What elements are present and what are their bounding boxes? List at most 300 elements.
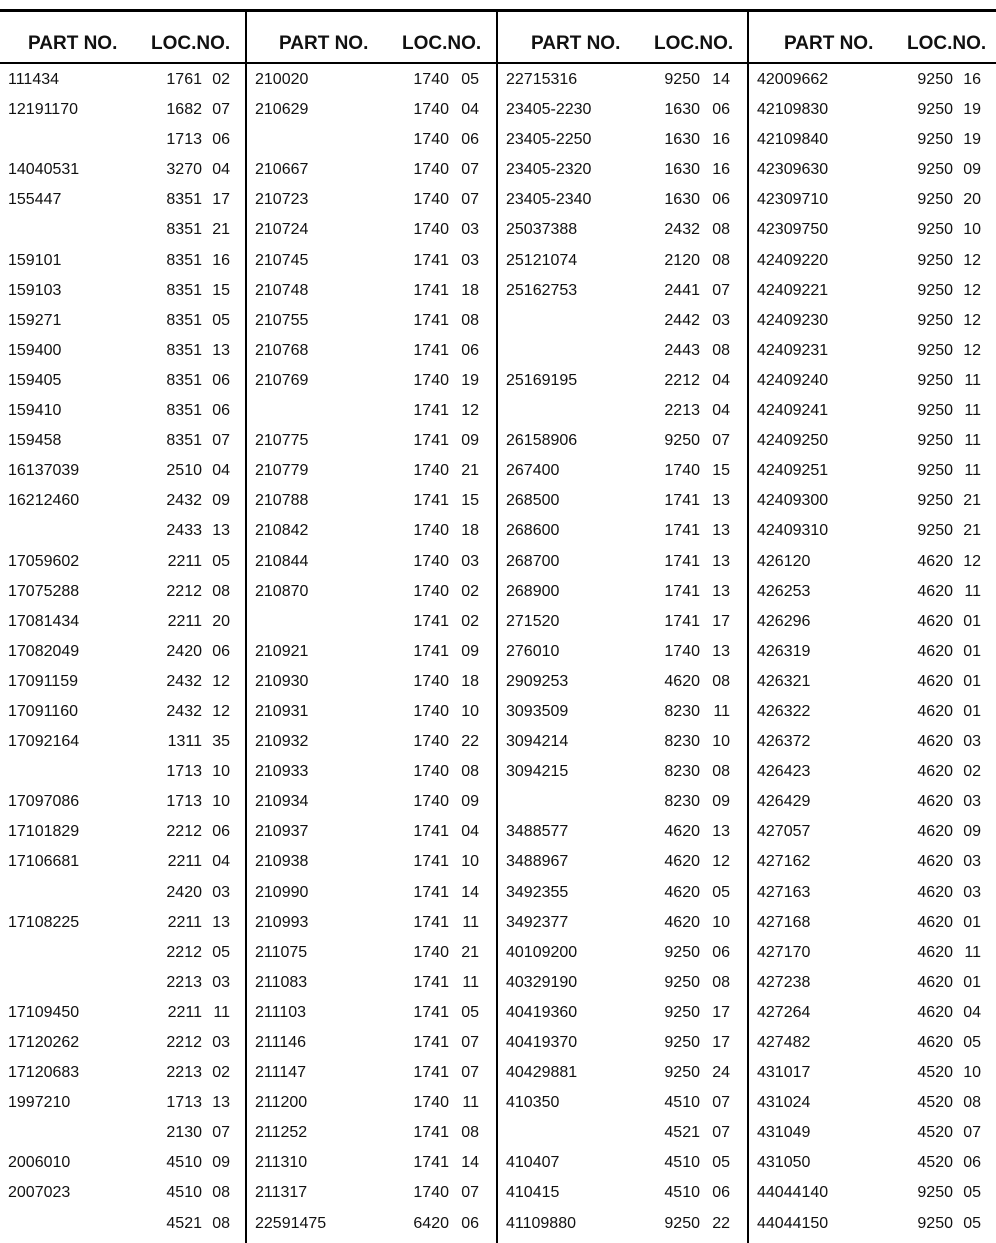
location-code: 1630 <box>664 101 700 119</box>
table-row <box>0 666 245 696</box>
location-number: 12 <box>212 702 230 720</box>
column-header <box>749 12 996 64</box>
location-number: 07 <box>712 281 730 299</box>
part-number: 40419360 <box>506 1003 578 1021</box>
location-number: 22 <box>461 733 479 751</box>
part-number: 159410 <box>8 402 62 420</box>
location-number: 01 <box>963 702 981 720</box>
location-number: 05 <box>461 1003 479 1021</box>
location-code: 2441 <box>664 281 700 299</box>
part-number: 14040531 <box>8 161 80 179</box>
location-code: 9250 <box>664 432 700 450</box>
location-number: 07 <box>712 1094 730 1112</box>
location-number: 03 <box>963 793 981 811</box>
part-number: 17081434 <box>8 612 80 630</box>
location-number: 08 <box>712 221 730 239</box>
location-number: 12 <box>963 311 981 329</box>
location-number: 10 <box>212 763 230 781</box>
table-row <box>498 94 747 124</box>
part-number: 426120 <box>757 552 811 570</box>
location-number: 08 <box>712 763 730 781</box>
table-row <box>0 275 245 305</box>
table-row <box>0 816 245 846</box>
location-number: 07 <box>963 1124 981 1142</box>
table-row <box>749 214 996 244</box>
table-row <box>498 124 747 154</box>
location-number: 09 <box>963 161 981 179</box>
table-row <box>749 455 996 485</box>
table-row <box>247 907 496 937</box>
location-code: 9250 <box>917 281 953 299</box>
table-row <box>0 425 245 455</box>
part-number: 25037388 <box>506 221 578 239</box>
column-header <box>247 12 496 64</box>
location-code: 1741 <box>413 853 449 871</box>
location-code: 1761 <box>166 71 202 88</box>
part-number: 25169195 <box>506 371 578 389</box>
location-code: 2212 <box>166 1034 202 1051</box>
location-number: 12 <box>963 281 981 299</box>
part-number: 210667 <box>255 161 309 179</box>
location-code: 4620 <box>917 883 953 901</box>
part-number: 23405-2340 <box>506 191 592 209</box>
table-row <box>749 515 996 545</box>
table-row <box>749 636 996 666</box>
part-number: 42309750 <box>757 221 829 239</box>
location-code: 2420 <box>166 642 202 660</box>
part-number: 17120683 <box>8 1064 80 1082</box>
location-code: 1741 <box>413 823 449 841</box>
table-row <box>0 455 245 485</box>
table-row <box>498 907 747 937</box>
part-number: 44044150 <box>757 1214 829 1232</box>
location-code: 1740 <box>413 733 449 751</box>
part-number: 210993 <box>255 913 309 931</box>
table-row <box>247 606 496 636</box>
header-part-no: PART NO. <box>531 33 621 54</box>
part-number: 159405 <box>8 371 62 389</box>
table-row <box>498 666 747 696</box>
location-number: 15 <box>712 462 730 480</box>
table-row <box>498 64 747 94</box>
location-code: 2432 <box>166 492 202 510</box>
part-number: 426372 <box>757 733 811 751</box>
table-row <box>498 1147 747 1177</box>
location-number: 17 <box>712 612 730 630</box>
table-row <box>498 275 747 305</box>
part-number: 211103 <box>255 1003 307 1021</box>
header-part-no: PART NO. <box>784 33 874 54</box>
location-number: 11 <box>713 702 730 720</box>
table-row <box>749 184 996 214</box>
location-code: 4510 <box>664 1094 700 1112</box>
table-row <box>247 1087 496 1117</box>
table-row <box>749 1027 996 1057</box>
table-row <box>0 606 245 636</box>
location-number: 05 <box>963 1184 981 1202</box>
location-code: 2211 <box>167 853 202 871</box>
part-number: 22591475 <box>255 1214 327 1232</box>
location-code: 1713 <box>166 763 202 781</box>
location-number: 13 <box>712 582 730 600</box>
location-number: 05 <box>212 552 230 570</box>
table-row <box>247 124 496 154</box>
part-number: 210990 <box>255 883 309 901</box>
table-row <box>247 184 496 214</box>
part-number: 210921 <box>255 642 309 660</box>
part-number: 431050 <box>757 1154 811 1172</box>
part-number: 427264 <box>757 1003 811 1021</box>
table-row <box>498 816 747 846</box>
part-number: 3094215 <box>506 763 569 781</box>
location-code: 4520 <box>917 1064 953 1082</box>
location-number: 06 <box>212 823 230 841</box>
location-number: 04 <box>212 161 230 179</box>
location-number: 17 <box>712 1003 730 1021</box>
location-number: 11 <box>964 371 981 389</box>
location-code: 1630 <box>664 191 700 209</box>
location-number: 07 <box>461 191 479 209</box>
part-number: 25162753 <box>506 281 578 299</box>
location-number: 13 <box>212 1094 230 1112</box>
location-number: 08 <box>212 582 230 600</box>
location-code: 2433 <box>166 522 202 540</box>
location-code: 9250 <box>664 71 700 88</box>
location-code: 2432 <box>166 672 202 690</box>
location-code: 1741 <box>413 402 449 420</box>
part-number: 268900 <box>506 582 560 600</box>
location-number: 16 <box>712 161 730 179</box>
location-number: 11 <box>462 913 479 931</box>
table-row <box>498 726 747 756</box>
location-number: 03 <box>461 552 479 570</box>
location-code: 1740 <box>413 943 449 961</box>
part-number: 210723 <box>255 191 309 209</box>
part-number: 42409310 <box>757 522 829 540</box>
location-number: 16 <box>963 71 981 88</box>
table-row <box>749 365 996 395</box>
part-number: 426296 <box>757 612 811 630</box>
location-number: 04 <box>212 462 230 480</box>
part-number: 42309710 <box>757 191 829 209</box>
location-code: 9250 <box>917 311 953 329</box>
part-number: 40429881 <box>506 1064 578 1082</box>
table-row <box>247 937 496 967</box>
location-number: 35 <box>212 733 230 751</box>
table-row <box>0 94 245 124</box>
column-header <box>0 12 245 64</box>
table-row <box>498 455 747 485</box>
part-number: 431049 <box>757 1124 811 1142</box>
table-row <box>498 1087 747 1117</box>
part-number: 23405-2230 <box>506 101 592 119</box>
table-row <box>749 877 996 907</box>
location-number: 06 <box>712 101 730 119</box>
location-number: 08 <box>461 311 479 329</box>
location-code: 4620 <box>917 793 953 811</box>
table-row <box>749 154 996 184</box>
table-row <box>0 546 245 576</box>
table-row <box>0 1027 245 1057</box>
part-number: 17075288 <box>8 582 80 600</box>
table-row <box>498 1027 747 1057</box>
location-number: 06 <box>461 341 479 359</box>
part-number: 427162 <box>757 853 811 871</box>
table-row <box>498 184 747 214</box>
table-row <box>749 666 996 696</box>
location-number: 04 <box>963 1003 981 1021</box>
location-code: 2213 <box>166 1064 202 1082</box>
location-number: 13 <box>712 522 730 540</box>
table-row <box>247 1177 496 1207</box>
location-code: 1740 <box>413 702 449 720</box>
table-row <box>749 786 996 816</box>
location-code: 1741 <box>664 582 700 600</box>
location-number: 13 <box>712 823 730 841</box>
location-code: 8230 <box>664 702 700 720</box>
location-code: 9250 <box>664 1064 700 1082</box>
location-number: 09 <box>461 432 479 450</box>
table-row <box>498 546 747 576</box>
location-code: 2211 <box>167 612 202 630</box>
location-code: 1740 <box>413 101 449 119</box>
location-code: 1740 <box>413 131 449 149</box>
part-number: 3094214 <box>506 733 569 751</box>
location-number: 19 <box>963 131 981 149</box>
location-code: 9250 <box>917 341 953 359</box>
table-row <box>0 937 245 967</box>
table-row <box>498 967 747 997</box>
part-number: 16137039 <box>8 462 80 480</box>
table-row <box>247 696 496 726</box>
part-number: 271520 <box>506 612 560 630</box>
part-number: 210768 <box>255 341 309 359</box>
location-number: 05 <box>712 883 730 901</box>
part-number: 210930 <box>255 672 309 690</box>
table-row <box>749 1208 996 1238</box>
location-number: 03 <box>461 221 479 239</box>
location-number: 17 <box>712 1034 730 1051</box>
table-row <box>247 275 496 305</box>
location-number: 07 <box>712 1124 730 1142</box>
table-row <box>0 636 245 666</box>
header-loc-no: LOC.NO. <box>151 33 231 54</box>
location-code: 9250 <box>664 943 700 961</box>
location-code: 1741 <box>664 522 700 540</box>
location-number: 10 <box>461 853 479 871</box>
location-number: 08 <box>212 1214 230 1232</box>
location-code: 4521 <box>166 1214 202 1232</box>
part-number: 210931 <box>255 702 309 720</box>
location-code: 1741 <box>413 341 449 359</box>
location-number: 08 <box>712 251 730 269</box>
location-number: 04 <box>712 371 730 389</box>
location-number: 06 <box>212 371 230 389</box>
location-number: 03 <box>963 733 981 751</box>
table-column <box>247 12 496 1243</box>
table-row <box>749 425 996 455</box>
part-number: 3492355 <box>506 883 569 901</box>
part-number: 40109200 <box>506 943 578 961</box>
part-number: 42409300 <box>757 492 829 510</box>
location-number: 11 <box>964 582 981 600</box>
table-row <box>498 335 747 365</box>
part-number: 210748 <box>255 281 309 299</box>
location-number: 04 <box>461 823 479 841</box>
part-number: 17106681 <box>8 853 80 871</box>
location-number: 01 <box>963 642 981 660</box>
location-code: 1741 <box>413 1064 449 1082</box>
location-number: 14 <box>461 883 479 901</box>
location-code: 2212 <box>166 943 202 961</box>
location-number: 06 <box>212 402 230 420</box>
part-number: 2007023 <box>8 1184 71 1202</box>
location-code: 9250 <box>917 101 953 119</box>
location-number: 20 <box>212 612 230 630</box>
table-row <box>247 756 496 786</box>
table-row <box>749 275 996 305</box>
location-number: 08 <box>712 672 730 690</box>
part-number: 426253 <box>757 582 811 600</box>
location-code: 1630 <box>664 161 700 179</box>
part-number: 3492377 <box>506 913 569 931</box>
location-number: 02 <box>461 582 479 600</box>
location-number: 07 <box>461 1184 479 1202</box>
table-row <box>247 365 496 395</box>
location-number: 12 <box>212 672 230 690</box>
location-code: 4620 <box>917 943 953 961</box>
location-number: 09 <box>712 793 730 811</box>
location-code: 9250 <box>664 1214 700 1232</box>
location-code: 1741 <box>664 612 700 630</box>
location-number: 08 <box>712 973 730 991</box>
location-number: 10 <box>712 733 730 751</box>
table-row <box>247 997 496 1027</box>
table-row <box>0 124 245 154</box>
part-number: 211200 <box>255 1094 308 1112</box>
location-number: 18 <box>461 522 479 540</box>
location-code: 4510 <box>166 1184 202 1202</box>
location-number: 12 <box>963 341 981 359</box>
table-row <box>247 877 496 907</box>
location-number: 11 <box>462 973 479 991</box>
location-code: 4620 <box>664 823 700 841</box>
location-number: 18 <box>461 281 479 299</box>
part-number: 42409221 <box>757 281 829 299</box>
location-number: 08 <box>461 1124 479 1142</box>
location-code: 4620 <box>917 763 953 781</box>
location-code: 1741 <box>413 1124 449 1142</box>
location-number: 12 <box>461 402 479 420</box>
table-row <box>749 816 996 846</box>
location-code: 1740 <box>413 71 449 88</box>
location-number: 05 <box>963 1214 981 1232</box>
location-code: 9250 <box>917 1214 953 1232</box>
location-code: 8351 <box>166 371 202 389</box>
location-code: 1740 <box>413 1094 449 1112</box>
part-number: 211146 <box>255 1034 307 1051</box>
part-number: 23405-2250 <box>506 131 592 149</box>
part-number: 268500 <box>506 492 560 510</box>
part-number: 3488577 <box>506 823 569 841</box>
location-code: 9250 <box>917 191 953 209</box>
part-number: 40419370 <box>506 1034 578 1051</box>
table-row <box>498 1177 747 1207</box>
part-number: 42309630 <box>757 161 829 179</box>
location-number: 08 <box>212 1184 230 1202</box>
table-row <box>0 877 245 907</box>
table-row <box>749 64 996 94</box>
location-number: 04 <box>461 101 479 119</box>
location-number: 22 <box>712 1214 730 1232</box>
table-row <box>749 1147 996 1177</box>
location-code: 1741 <box>413 281 449 299</box>
part-number: 23405-2320 <box>506 161 592 179</box>
location-number: 06 <box>461 1214 479 1232</box>
location-code: 1741 <box>413 612 449 630</box>
location-number: 07 <box>212 1124 230 1142</box>
part-number: 427163 <box>757 883 811 901</box>
table-row <box>247 666 496 696</box>
table-row <box>247 1027 496 1057</box>
part-number: 111434 <box>8 71 60 88</box>
table-row <box>749 395 996 425</box>
location-number: 07 <box>461 1064 479 1082</box>
table-row <box>0 756 245 786</box>
location-number: 07 <box>212 101 230 119</box>
part-number: 211147 <box>255 1064 307 1082</box>
part-number: 210842 <box>255 522 309 540</box>
location-code: 4620 <box>917 733 953 751</box>
table-row <box>749 606 996 636</box>
part-number: 210932 <box>255 733 309 751</box>
table-row <box>0 365 245 395</box>
location-code: 1740 <box>664 462 700 480</box>
location-number: 10 <box>963 221 981 239</box>
table-column <box>749 12 996 1243</box>
table-row <box>498 154 747 184</box>
table-row <box>0 485 245 515</box>
table-row <box>0 726 245 756</box>
location-number: 03 <box>212 883 230 901</box>
table-row <box>498 1057 747 1087</box>
part-number: 25121074 <box>506 251 578 269</box>
part-number: 276010 <box>506 642 560 660</box>
part-number: 17097086 <box>8 793 80 811</box>
location-code: 1741 <box>664 492 700 510</box>
location-number: 10 <box>212 793 230 811</box>
table-row <box>0 154 245 184</box>
table-row <box>498 756 747 786</box>
part-number: 211075 <box>255 943 308 961</box>
part-number: 426322 <box>757 702 811 720</box>
table-row <box>247 576 496 606</box>
location-number: 13 <box>212 913 230 931</box>
part-number: 42409230 <box>757 311 829 329</box>
table-row <box>0 335 245 365</box>
location-code: 2213 <box>664 402 700 420</box>
table-row <box>749 546 996 576</box>
table-row <box>247 455 496 485</box>
location-code: 1741 <box>413 913 449 931</box>
location-code: 2211 <box>167 552 202 570</box>
part-number: 155447 <box>8 191 62 209</box>
table-row <box>0 576 245 606</box>
part-number: 210934 <box>255 793 309 811</box>
part-number: 210020 <box>255 71 309 88</box>
location-code: 9250 <box>664 1034 700 1051</box>
table-row <box>247 546 496 576</box>
